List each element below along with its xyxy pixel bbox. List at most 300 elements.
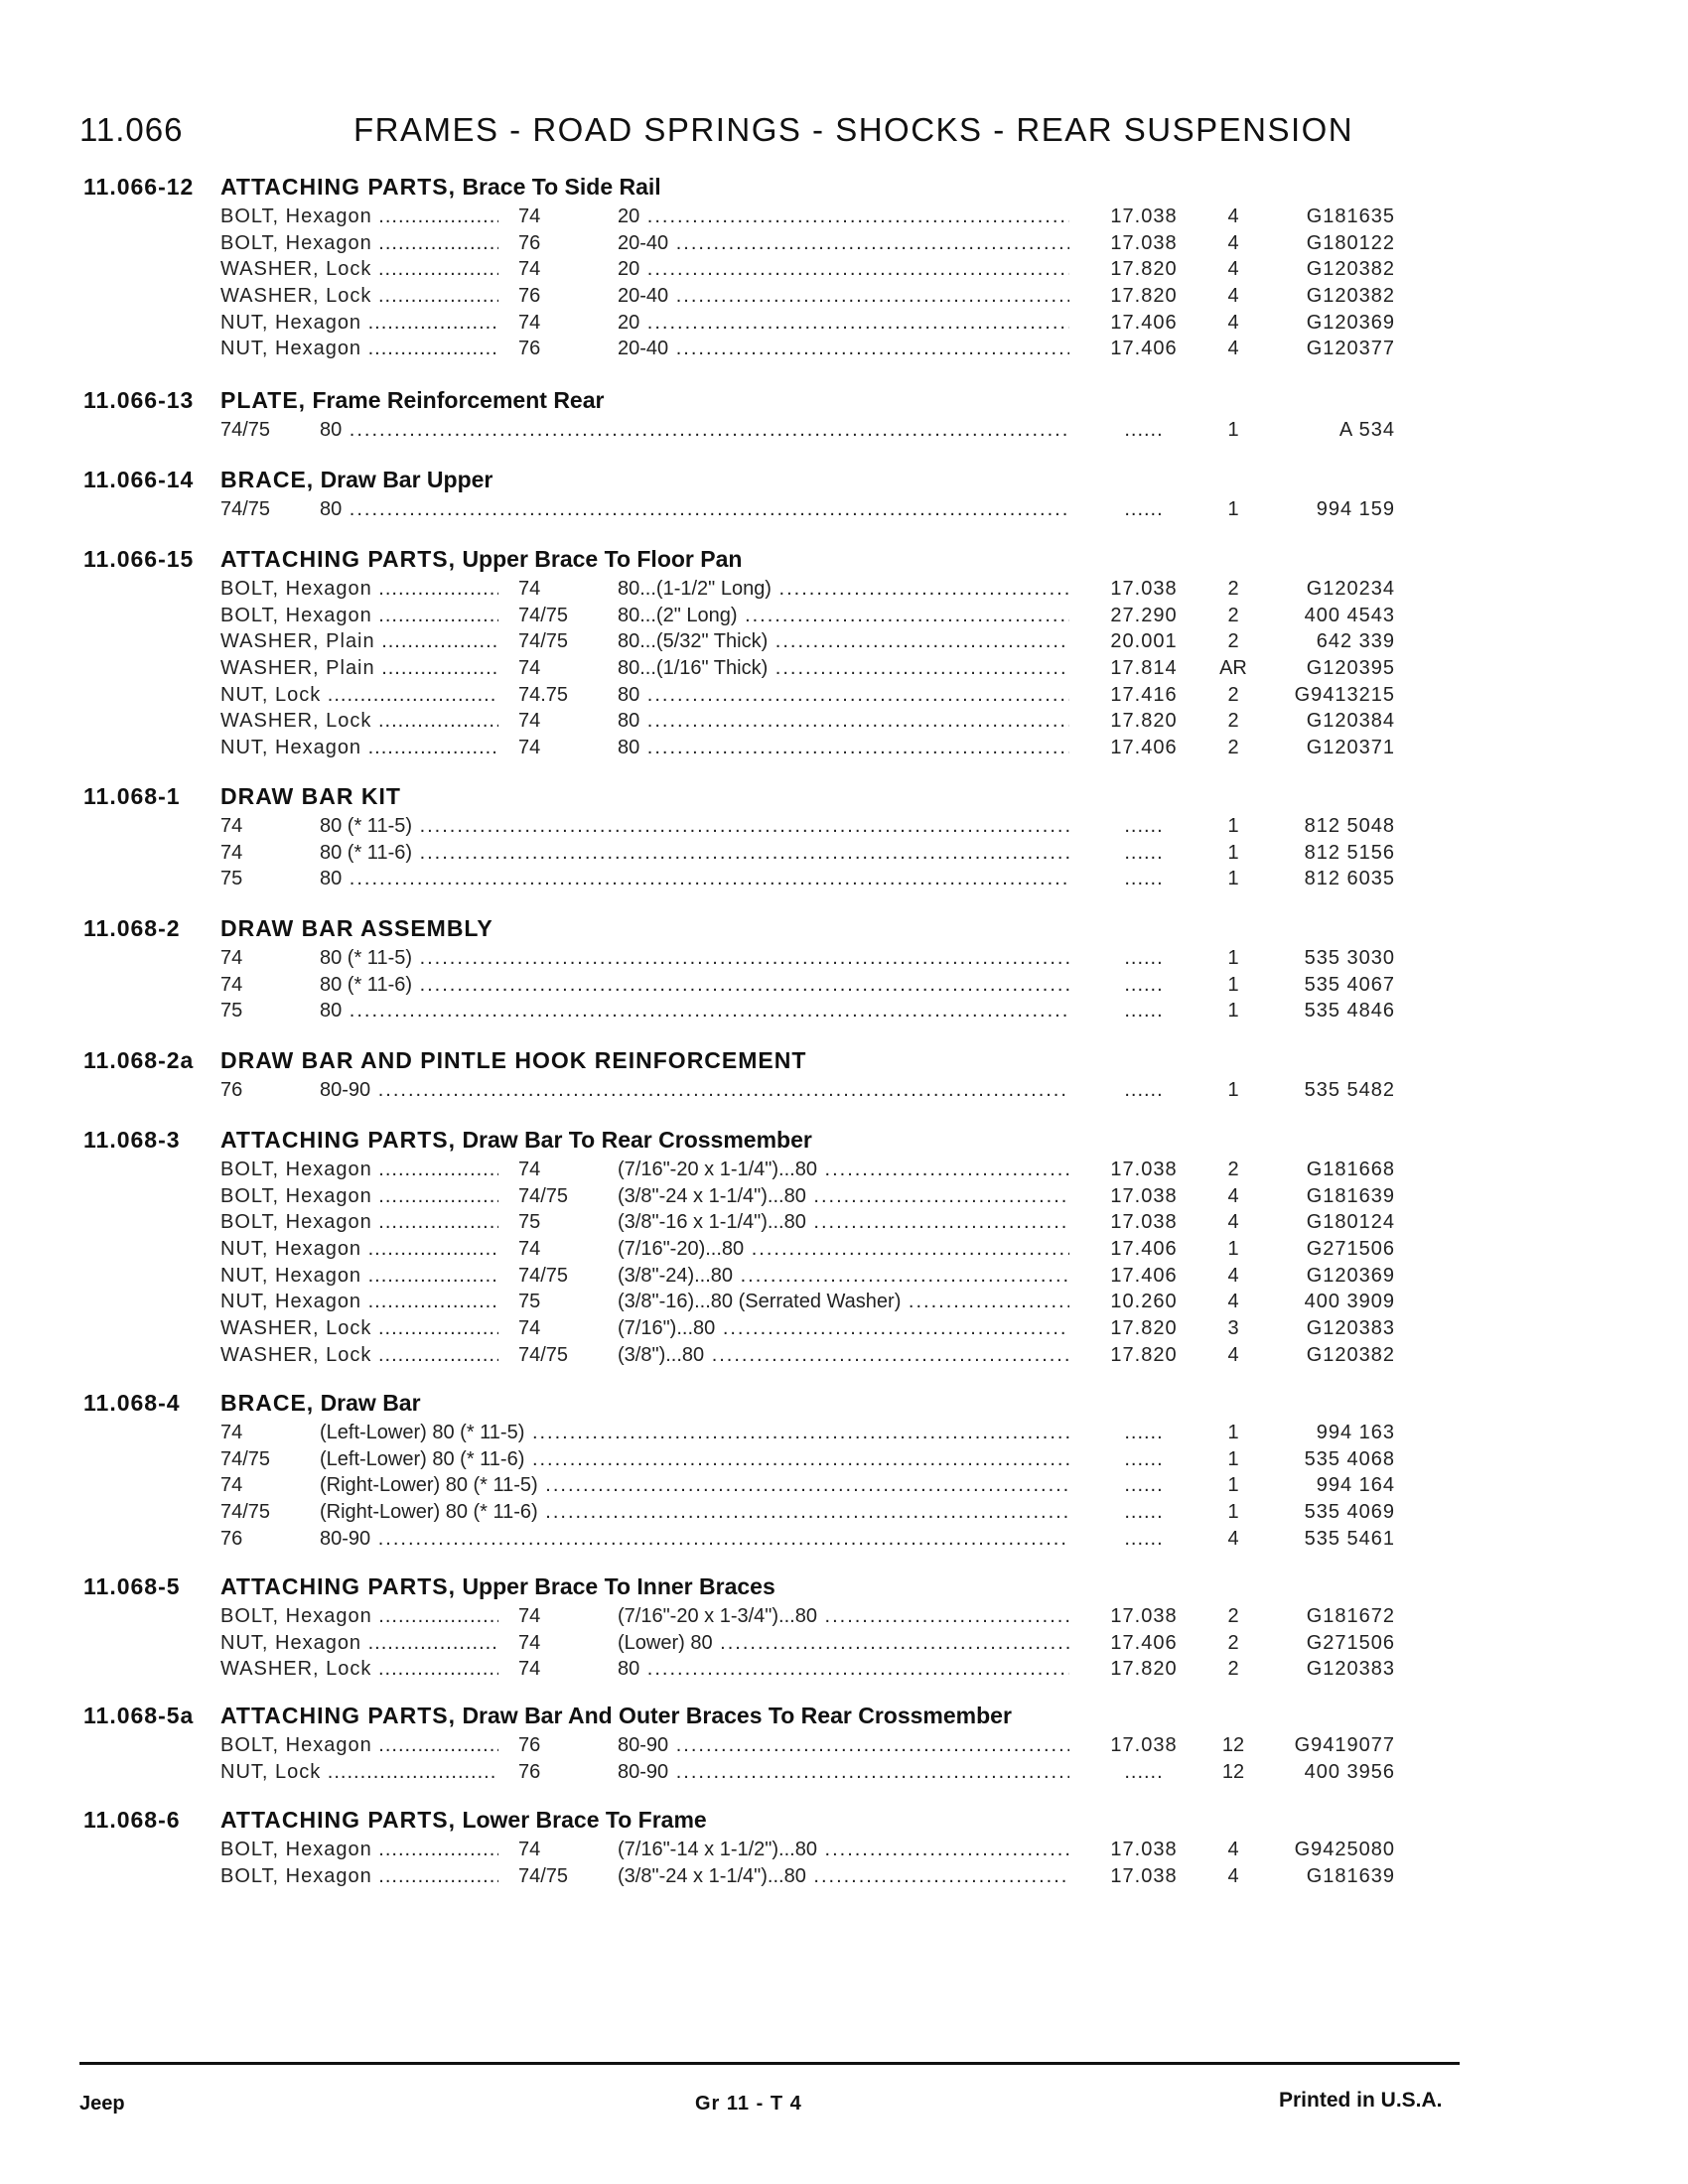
part-number: 812 5156 [1304,841,1395,864]
part-description: WASHER, Plain ..... [220,657,498,680]
section-header [0,174,1688,205]
section-header [0,1807,1688,1839]
model-year: 75 [518,1211,541,1234]
part-number: 812 6035 [1304,868,1395,890]
group-code: 17.820 [1110,285,1178,308]
part-description: NUT, Hexagon ..... [220,312,498,335]
part-number: G181668 [1306,1159,1395,1180]
part-row [0,1528,1688,1555]
section-part-description: Brace To Side Rail [462,174,661,200]
section-11-068-5 [0,1573,1688,1685]
group-code: ...... [1124,973,1164,996]
model-year: 74 [518,311,541,334]
group-code: 17.416 [1110,683,1178,706]
part-row [0,1501,1688,1528]
model-year: 74 [518,1658,541,1681]
model-application: (Left-Lower) 80 (* 11-5) ..... [320,1422,1069,1444]
model-year: 74/75 [518,1864,569,1887]
quantity: 1 [1227,419,1239,441]
model-year: 74 [220,973,243,996]
section-number: 11.068-5 [83,1573,181,1599]
part-row [0,1632,1688,1659]
section-header [0,1047,1688,1079]
section-number: 11.068-5a [83,1703,195,1728]
part-description: WASHER, Lock ..... [220,258,498,281]
model-application: 80 (* 11-5) ..... [320,815,1069,838]
model-application: (7/16"-20 x 1-1/4")...80 ..... [618,1159,1069,1181]
group-code: 17.038 [1110,578,1178,600]
part-description: NUT, Lock ..... [220,1761,498,1784]
group-code: 27.290 [1110,604,1178,626]
model-year: 74/75 [220,498,271,520]
section-title [220,1807,707,1834]
part-number: 400 4543 [1304,604,1395,626]
section-number: 11.068-4 [83,1390,181,1416]
part-row [0,232,1688,259]
section-title [220,1703,1012,1729]
model-application: 80 ..... [618,710,1069,733]
section-11-066-14 [0,467,1688,525]
model-application: (3/8"-24 x 1-1/4")...80 ..... [618,1185,1069,1208]
page-title: FRAMES - ROAD SPRINGS - SHOCKS - REAR SUSPENSION [353,111,1354,148]
group-code: 17.406 [1110,338,1178,360]
model-application: 80 ..... [618,684,1069,707]
model-year: 74 [220,1474,243,1497]
model-application: 80 (* 11-6) ..... [320,974,1069,997]
part-number: G120395 [1306,657,1395,680]
model-year: 74 [518,657,541,680]
part-description: BOLT, Hexagon ..... [220,1605,498,1628]
group-code: 17.820 [1110,710,1178,733]
section-11-068-3 [0,1127,1688,1371]
section-title [220,1127,812,1154]
section-header [0,1573,1688,1605]
part-number: 535 4067 [1304,973,1395,996]
section-title [220,1047,806,1074]
group-code: ...... [1124,1079,1164,1101]
section-part-name: PLATE, [220,387,307,413]
section-11-068-2a [0,1047,1688,1106]
part-row [0,1734,1688,1761]
section-title [220,915,493,942]
model-application: (7/16"-20)...80 ..... [618,1238,1069,1261]
part-number: G271506 [1306,1238,1395,1261]
model-application: 80 ..... [320,1000,1069,1023]
part-row [0,710,1688,737]
model-year: 74 [518,1631,541,1654]
model-application: 20 ..... [618,258,1069,281]
part-row [0,1079,1688,1106]
part-row [0,1761,1688,1788]
group-code: ...... [1124,1000,1164,1023]
model-application: (7/16")...80 ..... [618,1317,1069,1340]
part-description: NUT, Hexagon ..... [220,737,498,759]
model-application: 80 (* 11-5) ..... [320,947,1069,970]
part-row [0,657,1688,684]
quantity: 1 [1227,1447,1239,1470]
model-year: 74 [220,841,243,864]
footer-printed: Printed in U.S.A. [1279,2089,1443,2112]
part-row [0,1000,1688,1026]
part-number: 994 159 [1316,498,1395,520]
group-code: 17.406 [1110,311,1178,334]
group-code: ...... [1124,1447,1164,1470]
model-application: 20-40 ..... [618,232,1069,255]
part-row [0,1865,1688,1892]
section-part-name: ATTACHING PARTS, [220,1703,457,1728]
part-row [0,947,1688,974]
model-application: 80-90 ..... [618,1734,1069,1757]
quantity: 1 [1227,868,1239,890]
model-application: 80-90 ..... [618,1761,1069,1784]
model-year: 74 [518,1159,541,1180]
quantity: 1 [1227,947,1239,969]
quantity: 2 [1227,710,1239,733]
part-row [0,1185,1688,1212]
model-application: (3/8")...80 ..... [618,1344,1069,1367]
section-11-068-4 [0,1390,1688,1554]
section-part-name: BRACE, [220,467,315,492]
part-number: 400 3956 [1304,1760,1395,1783]
quantity: 4 [1227,1264,1239,1287]
group-code: 17.820 [1110,1658,1178,1681]
quantity: 2 [1227,1605,1239,1627]
quantity: 4 [1227,338,1239,360]
section-header [0,1127,1688,1159]
quantity: 2 [1227,683,1239,706]
model-application: 80-90 ..... [320,1079,1069,1102]
group-code: 17.820 [1110,1317,1178,1340]
quantity: 1 [1227,1474,1239,1497]
section-part-name: BRACE, [220,1390,315,1416]
model-year: 74/75 [220,419,271,441]
quantity: 1 [1227,1079,1239,1101]
part-number: G180122 [1306,231,1395,254]
part-description: NUT, Lock ..... [220,684,498,707]
section-title [220,783,401,810]
part-number: 642 339 [1316,630,1395,653]
section-part-name: DRAW BAR KIT [220,783,401,809]
part-row [0,1317,1688,1344]
quantity: 2 [1227,1658,1239,1681]
quantity: 4 [1227,1527,1239,1550]
group-code: ...... [1124,1501,1164,1524]
group-code: 17.814 [1110,657,1178,680]
quantity: 1 [1227,1422,1239,1443]
model-year: 74 [518,205,541,227]
section-11-066-13 [0,387,1688,446]
part-row [0,1265,1688,1292]
part-number: G120383 [1306,1658,1395,1681]
part-row [0,1211,1688,1238]
model-application: 80...(5/32" Thick) ..... [618,630,1069,653]
part-description: BOLT, Hexagon ..... [220,1211,498,1234]
group-number: 11.066 [79,111,184,148]
part-row [0,338,1688,364]
model-application: 20-40 ..... [618,285,1069,308]
section-part-name: DRAW BAR ASSEMBLY [220,915,493,941]
model-year: 75 [518,1291,541,1313]
part-number: 535 5482 [1304,1079,1395,1101]
part-number: 535 4069 [1304,1501,1395,1524]
group-code: 17.406 [1110,1238,1178,1261]
part-description: WASHER, Plain ..... [220,630,498,653]
footer-divider [79,2062,1460,2065]
section-number: 11.066-15 [83,546,195,572]
part-row [0,1344,1688,1371]
section-part-name: ATTACHING PARTS, [220,1807,457,1833]
section-part-name: DRAW BAR AND PINTLE HOOK REINFORCEMENT [220,1047,807,1073]
quantity: 4 [1227,231,1239,254]
part-description: NUT, Hexagon ..... [220,1291,498,1313]
model-year: 74/75 [220,1501,271,1524]
model-year: 74/75 [518,630,569,653]
part-number: 535 4068 [1304,1447,1395,1470]
section-part-description: Upper Brace To Floor Pan [462,546,743,572]
section-title [220,467,492,493]
section-11-068-6 [0,1807,1688,1891]
part-number: G271506 [1306,1631,1395,1654]
part-number: G181672 [1306,1605,1395,1627]
part-number: G181635 [1306,205,1395,227]
part-row [0,258,1688,285]
quantity: 4 [1227,258,1239,281]
group-code: 17.038 [1110,1605,1178,1627]
model-application: 80 ..... [320,419,1069,442]
model-year: 74 [220,815,243,837]
section-header [0,387,1688,419]
part-row [0,868,1688,894]
section-part-description: Lower Brace To Frame [462,1807,707,1833]
quantity: 1 [1227,1000,1239,1023]
model-year: 74.75 [518,683,569,706]
part-description: BOLT, Hexagon ..... [220,1159,498,1181]
section-title [220,546,742,573]
section-part-description: Draw Bar Upper [320,467,493,492]
part-description: BOLT, Hexagon ..... [220,1839,498,1861]
quantity: 1 [1227,1501,1239,1524]
section-number: 11.066-14 [83,467,195,492]
quantity: 1 [1227,498,1239,520]
part-row [0,974,1688,1001]
section-number: 11.068-6 [83,1807,181,1833]
group-code: 17.820 [1110,1343,1178,1366]
part-number: G120382 [1306,258,1395,281]
model-year: 75 [220,1000,243,1023]
part-row [0,1238,1688,1265]
part-row [0,1658,1688,1685]
part-row [0,205,1688,232]
group-code: 17.038 [1110,1864,1178,1887]
section-header [0,1703,1688,1734]
group-code: 17.038 [1110,1184,1178,1207]
group-code: 17.038 [1110,205,1178,227]
model-application: (Right-Lower) 80 (* 11-5) ..... [320,1474,1069,1497]
section-part-name: ATTACHING PARTS, [220,546,457,572]
quantity: 2 [1227,604,1239,626]
model-year: 74 [220,1422,243,1443]
part-description: BOLT, Hexagon ..... [220,232,498,255]
group-code: ...... [1124,1474,1164,1497]
part-number: G9425080 [1294,1839,1395,1860]
footer-page-ref: Gr 11 - T 4 [695,2093,802,2115]
part-number: G120369 [1306,1264,1395,1287]
part-description: BOLT, Hexagon ..... [220,205,498,228]
part-number: 535 3030 [1304,947,1395,969]
part-row [0,737,1688,763]
quantity: 4 [1227,1211,1239,1234]
group-code: ...... [1124,815,1164,837]
part-number: G120383 [1306,1317,1395,1340]
model-application: 80-90 ..... [320,1528,1069,1551]
model-year: 76 [518,285,541,308]
quantity: 2 [1227,630,1239,653]
part-number: G181639 [1306,1864,1395,1887]
group-code: 17.406 [1110,1264,1178,1287]
group-code: ...... [1124,1760,1164,1783]
part-row [0,578,1688,605]
part-description: WASHER, Lock ..... [220,285,498,308]
part-number: 535 4846 [1304,1000,1395,1023]
part-description: NUT, Hexagon ..... [220,1632,498,1655]
section-part-name: ATTACHING PARTS, [220,1127,457,1153]
section-title [220,387,604,414]
group-code: 10.260 [1110,1291,1178,1313]
model-year: 76 [220,1079,243,1101]
quantity: 4 [1227,205,1239,227]
part-description: BOLT, Hexagon ..... [220,1865,498,1888]
part-number: G120382 [1306,285,1395,308]
quantity: 1 [1227,815,1239,837]
model-year: 74/75 [518,1343,569,1366]
model-application: (7/16"-14 x 1-1/2")...80 ..... [618,1839,1069,1861]
part-row [0,419,1688,446]
part-description: WASHER, Lock ..... [220,710,498,733]
model-year: 74 [220,947,243,969]
model-application: (3/8"-24)...80 ..... [618,1265,1069,1288]
model-year: 76 [518,1734,541,1756]
section-number: 11.068-3 [83,1127,181,1153]
group-code: 17.038 [1110,1839,1178,1860]
section-title [220,1573,775,1600]
model-year: 74/75 [518,1184,569,1207]
section-header [0,467,1688,498]
part-number: G181639 [1306,1184,1395,1207]
part-description: BOLT, Hexagon ..... [220,1734,498,1757]
group-code: ...... [1124,868,1164,890]
group-code: ...... [1124,841,1164,864]
model-year: 74 [518,710,541,733]
group-code: 17.406 [1110,737,1178,759]
model-year: 76 [518,231,541,254]
quantity: 12 [1221,1734,1245,1756]
model-year: 76 [518,338,541,360]
group-code: 20.001 [1110,630,1178,653]
section-part-description: Frame Reinforcement Rear [312,387,605,413]
quantity: 4 [1227,1864,1239,1887]
part-number: G120382 [1306,1343,1395,1366]
part-number: 812 5048 [1304,815,1395,837]
section-part-name: ATTACHING PARTS, [220,1573,457,1599]
model-application: 80 (* 11-6) ..... [320,842,1069,865]
model-application: 80...(1-1/2" Long) ..... [618,578,1069,601]
quantity: 4 [1227,1839,1239,1860]
model-application: 80...(2" Long) ..... [618,605,1069,627]
part-number: G120371 [1306,737,1395,759]
quantity: 1 [1227,841,1239,864]
section-title [220,1390,421,1417]
model-year: 75 [220,868,243,890]
part-description: NUT, Hexagon ..... [220,1238,498,1261]
part-row [0,605,1688,631]
model-application: 80 ..... [320,868,1069,890]
quantity: 2 [1227,1159,1239,1180]
group-code: ...... [1124,419,1164,441]
quantity: 2 [1227,578,1239,600]
quantity: 2 [1227,737,1239,759]
section-11-066-15 [0,546,1688,763]
section-11-068-2 [0,915,1688,1026]
model-year: 74/75 [220,1447,271,1470]
model-application: 80...(1/16" Thick) ..... [618,657,1069,680]
part-number: 535 5461 [1304,1527,1395,1550]
footer-brand: Jeep [79,2093,125,2115]
section-number: 11.068-2 [83,915,181,941]
part-number: G120377 [1306,338,1395,360]
model-year: 74 [518,1238,541,1261]
section-11-066-12 [0,174,1688,364]
part-row [0,842,1688,869]
quantity: 1 [1227,973,1239,996]
quantity: 4 [1227,311,1239,334]
part-description: BOLT, Hexagon ..... [220,605,498,627]
part-row [0,1291,1688,1317]
section-number: 11.066-13 [83,387,195,413]
part-number: 994 164 [1316,1474,1395,1497]
model-application: 80 ..... [618,737,1069,759]
group-code: 17.038 [1110,1734,1178,1756]
section-11-068-5a [0,1703,1688,1787]
group-code: 17.038 [1110,1159,1178,1180]
model-year: 74 [518,737,541,759]
group-code: ...... [1124,1422,1164,1443]
section-header [0,915,1688,947]
model-year: 74 [518,1605,541,1627]
section-header [0,783,1688,815]
model-application: (3/8"-16 x 1-1/4")...80 ..... [618,1211,1069,1234]
model-year: 76 [518,1760,541,1783]
part-row [0,312,1688,339]
quantity: 4 [1227,285,1239,308]
part-row [0,1839,1688,1865]
model-year: 74 [518,578,541,600]
group-code: 17.038 [1110,231,1178,254]
model-year: 76 [220,1527,243,1550]
model-year: 74/75 [518,604,569,626]
section-number: 11.066-12 [83,174,195,200]
quantity: 3 [1227,1317,1239,1340]
quantity: AR [1219,657,1247,680]
part-row [0,684,1688,711]
part-row [0,498,1688,525]
quantity: 12 [1221,1760,1245,1783]
group-code: 17.406 [1110,1631,1178,1654]
section-part-description: Draw Bar And Outer Braces To Rear Crossmember [462,1703,1012,1728]
section-part-name: ATTACHING PARTS, [220,174,457,200]
model-application: 80 ..... [320,498,1069,521]
model-year: 74 [518,1317,541,1340]
group-code: 17.820 [1110,258,1178,281]
